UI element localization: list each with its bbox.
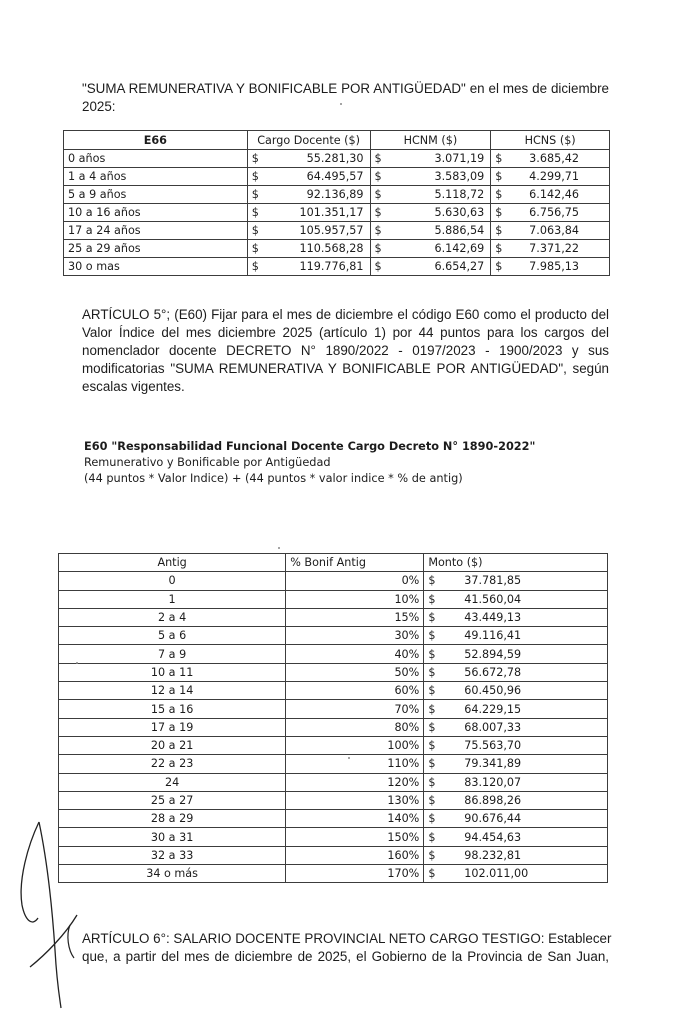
e66-table bbox=[63, 130, 610, 276]
monto-value: 49.116,41 bbox=[444, 627, 607, 645]
hcnm-value: 5.118,72 bbox=[389, 186, 491, 204]
hcns-value: 6.756,75 bbox=[510, 204, 610, 222]
currency-symbol: $ bbox=[424, 865, 444, 883]
intro-paragraph bbox=[82, 80, 609, 116]
bonif-pct-value: 130% bbox=[286, 791, 424, 809]
monto-value: 79.341,89 bbox=[444, 755, 607, 773]
hcns-value: 7.063,84 bbox=[510, 222, 610, 240]
e60-row bbox=[59, 682, 608, 700]
e60-row bbox=[59, 865, 608, 883]
monto-value: 86.898,26 bbox=[444, 791, 607, 809]
currency-symbol: $ bbox=[424, 627, 444, 645]
e66-row bbox=[64, 204, 610, 222]
bonif-pct-value: 170% bbox=[286, 865, 424, 883]
e60-title: E60 "Responsabilidad Funcional Docente Cargo Decreto N° 1890-2022" bbox=[84, 440, 536, 453]
hcnm-value: 6.142,69 bbox=[389, 240, 491, 258]
hcns-value: 3.685,42 bbox=[510, 150, 610, 168]
row-label: 10 a 16 años bbox=[64, 204, 248, 222]
currency-symbol: $ bbox=[424, 846, 444, 864]
signature-stroke bbox=[68, 925, 74, 958]
e66-header-row bbox=[64, 131, 610, 150]
currency-symbol: $ bbox=[370, 150, 389, 168]
antig-value: 0 bbox=[59, 572, 286, 590]
currency-symbol: $ bbox=[370, 258, 389, 276]
intro-line: "SUMA REMUNERATIVA Y BONIFICABLE POR ANTIGÜEDAD" en el mes de diciembre bbox=[82, 81, 609, 96]
e60-row bbox=[59, 773, 608, 791]
row-label: 5 a 9 años bbox=[64, 186, 248, 204]
monto-value: 56.672,78 bbox=[444, 663, 607, 681]
currency-symbol: $ bbox=[247, 258, 266, 276]
e60-row bbox=[59, 828, 608, 846]
antig-value: 25 a 27 bbox=[59, 791, 286, 809]
antig-value: 32 a 33 bbox=[59, 846, 286, 864]
currency-symbol: $ bbox=[424, 773, 444, 791]
bonif-pct-value: 30% bbox=[286, 627, 424, 645]
antig-value: 7 a 9 bbox=[59, 645, 286, 663]
e60-row bbox=[59, 590, 608, 608]
antig-header: Antig bbox=[59, 554, 286, 572]
antig-value: 34 o más bbox=[59, 865, 286, 883]
e60-formula: (44 puntos * Valor Indice) + (44 puntos * valor indice * % de antig) bbox=[84, 472, 463, 485]
currency-symbol: $ bbox=[247, 150, 266, 168]
currency-symbol: $ bbox=[491, 186, 510, 204]
monto-value: 37.781,85 bbox=[444, 572, 607, 590]
currency-symbol: $ bbox=[424, 572, 444, 590]
monto-value: 98.232,81 bbox=[444, 846, 607, 864]
antig-value: 22 a 23 bbox=[59, 755, 286, 773]
currency-symbol: $ bbox=[247, 168, 266, 186]
antig-value: 20 a 21 bbox=[59, 736, 286, 754]
antig-value: 5 a 6 bbox=[59, 627, 286, 645]
currency-symbol: $ bbox=[424, 682, 444, 700]
currency-symbol: $ bbox=[247, 222, 266, 240]
intro-line: 2025: bbox=[82, 99, 116, 114]
signature-stroke bbox=[21, 822, 39, 922]
scan-speck bbox=[278, 547, 280, 549]
articulo-5-line: modificatorias "SUMA REMUNERATIVA Y BONIFICABLE POR ANTIGÜEDAD", según bbox=[82, 361, 609, 376]
bonif-pct-value: 120% bbox=[286, 773, 424, 791]
cargo-docente-value: 64.495,57 bbox=[266, 168, 370, 186]
articulo-5-line: escalas vigentes. bbox=[82, 379, 185, 394]
currency-symbol: $ bbox=[424, 828, 444, 846]
hcns-value: 7.371,22 bbox=[510, 240, 610, 258]
row-label: 30 o mas bbox=[64, 258, 248, 276]
hcns-value: 6.142,46 bbox=[510, 186, 610, 204]
row-label: 1 a 4 años bbox=[64, 168, 248, 186]
bonif-pct-value: 80% bbox=[286, 718, 424, 736]
e60-row bbox=[59, 608, 608, 626]
articulo-5-line: ARTÍCULO 5°; (E60) Fijar para el mes de diciembre el código E60 como el producto del bbox=[82, 307, 609, 322]
scan-speck bbox=[76, 662, 78, 664]
e66-row bbox=[64, 186, 610, 204]
e66-row bbox=[64, 168, 610, 186]
currency-symbol: $ bbox=[424, 755, 444, 773]
currency-symbol: $ bbox=[424, 645, 444, 663]
e60-row bbox=[59, 572, 608, 590]
cargo-docente-value: 55.281,30 bbox=[266, 150, 370, 168]
antig-value: 2 a 4 bbox=[59, 608, 286, 626]
articulo-6-line: ARTÍCULO 6°: SALARIO DOCENTE PROVINCIAL NETO CARGO TESTIGO: Establecer bbox=[82, 931, 612, 946]
currency-symbol: $ bbox=[424, 718, 444, 736]
currency-symbol: $ bbox=[424, 590, 444, 608]
currency-symbol: $ bbox=[370, 204, 389, 222]
bonif-pct-value: 160% bbox=[286, 846, 424, 864]
e66-row bbox=[64, 258, 610, 276]
monto-value: 75.563,70 bbox=[444, 736, 607, 754]
bonif-pct-value: 15% bbox=[286, 608, 424, 626]
monto-value: 94.454,63 bbox=[444, 828, 607, 846]
bonif-pct-value: 0% bbox=[286, 572, 424, 590]
currency-symbol: $ bbox=[491, 168, 510, 186]
articulo-5-line: nomenclador docente DECRETO N° 1890/2022 - 0197/2023 - 1900/2023 y sus bbox=[82, 343, 609, 358]
hcnm-value: 5.886,54 bbox=[389, 222, 491, 240]
monto-value: 43.449,13 bbox=[444, 608, 607, 626]
antig-value: 17 a 19 bbox=[59, 718, 286, 736]
cargo-docente-value: 92.136,89 bbox=[266, 186, 370, 204]
bonif-header: % Bonif Antig bbox=[286, 554, 424, 572]
cargo-docente-value: 119.776,81 bbox=[266, 258, 370, 276]
currency-symbol: $ bbox=[247, 240, 266, 258]
currency-symbol: $ bbox=[424, 608, 444, 626]
currency-symbol: $ bbox=[424, 700, 444, 718]
currency-symbol: $ bbox=[424, 791, 444, 809]
monto-header: Monto ($) bbox=[424, 554, 608, 572]
scan-speck bbox=[348, 757, 350, 759]
bonif-pct-value: 40% bbox=[286, 645, 424, 663]
antig-value: 10 a 11 bbox=[59, 663, 286, 681]
row-label: 25 a 29 años bbox=[64, 240, 248, 258]
monto-value: 90.676,44 bbox=[444, 810, 607, 828]
bonif-pct-value: 150% bbox=[286, 828, 424, 846]
monto-value: 83.120,07 bbox=[444, 773, 607, 791]
currency-symbol: $ bbox=[491, 150, 510, 168]
cargo-docente-value: 101.351,17 bbox=[266, 204, 370, 222]
e60-row bbox=[59, 627, 608, 645]
bonif-pct-value: 140% bbox=[286, 810, 424, 828]
antig-value: 15 a 16 bbox=[59, 700, 286, 718]
monto-value: 64.229,15 bbox=[444, 700, 607, 718]
e60-table bbox=[58, 553, 608, 883]
currency-symbol: $ bbox=[491, 258, 510, 276]
antig-value: 12 a 14 bbox=[59, 682, 286, 700]
e60-row bbox=[59, 700, 608, 718]
articulo-6-line: que, a partir del mes de diciembre de 2025, el Gobierno de la Provincia de San Juan, bbox=[82, 949, 609, 964]
e66-row bbox=[64, 240, 610, 258]
row-label: 17 a 24 años bbox=[64, 222, 248, 240]
e60-row bbox=[59, 846, 608, 864]
antig-value: 1 bbox=[59, 590, 286, 608]
currency-symbol: $ bbox=[424, 663, 444, 681]
e60-row bbox=[59, 736, 608, 754]
e66-header: E66 bbox=[64, 131, 248, 150]
monto-value: 52.894,59 bbox=[444, 645, 607, 663]
hcns-header: HCNS ($) bbox=[491, 131, 610, 150]
antig-value: 28 a 29 bbox=[59, 810, 286, 828]
monto-value: 41.560,04 bbox=[444, 590, 607, 608]
cargo-docente-value: 110.568,28 bbox=[266, 240, 370, 258]
articulo-5-line: Valor Índice del mes diciembre 2025 (artículo 1) por 44 puntos para los cargos del bbox=[82, 325, 609, 340]
e60-row bbox=[59, 810, 608, 828]
currency-symbol: $ bbox=[424, 736, 444, 754]
antig-value: 24 bbox=[59, 773, 286, 791]
signature-stroke bbox=[30, 915, 77, 967]
e60-row bbox=[59, 663, 608, 681]
bonif-pct-value: 10% bbox=[286, 590, 424, 608]
monto-value: 60.450,96 bbox=[444, 682, 607, 700]
currency-symbol: $ bbox=[370, 168, 389, 186]
currency-symbol: $ bbox=[491, 204, 510, 222]
hcnm-value: 6.654,27 bbox=[389, 258, 491, 276]
currency-symbol: $ bbox=[247, 186, 266, 204]
hcnm-value: 3.071,19 bbox=[389, 150, 491, 168]
hcnm-header: HCNM ($) bbox=[370, 131, 491, 150]
currency-symbol: $ bbox=[370, 222, 389, 240]
currency-symbol: $ bbox=[370, 186, 389, 204]
scan-speck bbox=[340, 103, 342, 105]
e60-header-row bbox=[59, 554, 608, 572]
articulo-6-paragraph bbox=[82, 930, 612, 966]
e60-row bbox=[59, 718, 608, 736]
currency-symbol: $ bbox=[491, 240, 510, 258]
hcnm-value: 5.630,63 bbox=[389, 204, 491, 222]
e60-row bbox=[59, 645, 608, 663]
currency-symbol: $ bbox=[424, 810, 444, 828]
e60-row bbox=[59, 755, 608, 773]
antig-value: 30 a 31 bbox=[59, 828, 286, 846]
currency-symbol: $ bbox=[370, 240, 389, 258]
e60-subtitle: Remunerativo y Bonificable por Antigüedad bbox=[84, 456, 331, 469]
currency-symbol: $ bbox=[247, 204, 266, 222]
e66-row bbox=[64, 150, 610, 168]
e66-row bbox=[64, 222, 610, 240]
e60-heading bbox=[84, 439, 535, 487]
hcns-value: 4.299,71 bbox=[510, 168, 610, 186]
bonif-pct-value: 50% bbox=[286, 663, 424, 681]
bonif-pct-value: 110% bbox=[286, 755, 424, 773]
cargo-docente-value: 105.957,57 bbox=[266, 222, 370, 240]
monto-value: 102.011,00 bbox=[444, 865, 607, 883]
bonif-pct-value: 60% bbox=[286, 682, 424, 700]
articulo-5-paragraph bbox=[82, 306, 609, 396]
row-label: 0 años bbox=[64, 150, 248, 168]
hcns-value: 7.985,13 bbox=[510, 258, 610, 276]
cargo-docente-header: Cargo Docente ($) bbox=[247, 131, 370, 150]
hcnm-value: 3.583,09 bbox=[389, 168, 491, 186]
currency-symbol: $ bbox=[491, 222, 510, 240]
monto-value: 68.007,33 bbox=[444, 718, 607, 736]
bonif-pct-value: 70% bbox=[286, 700, 424, 718]
bonif-pct-value: 100% bbox=[286, 736, 424, 754]
e60-row bbox=[59, 791, 608, 809]
